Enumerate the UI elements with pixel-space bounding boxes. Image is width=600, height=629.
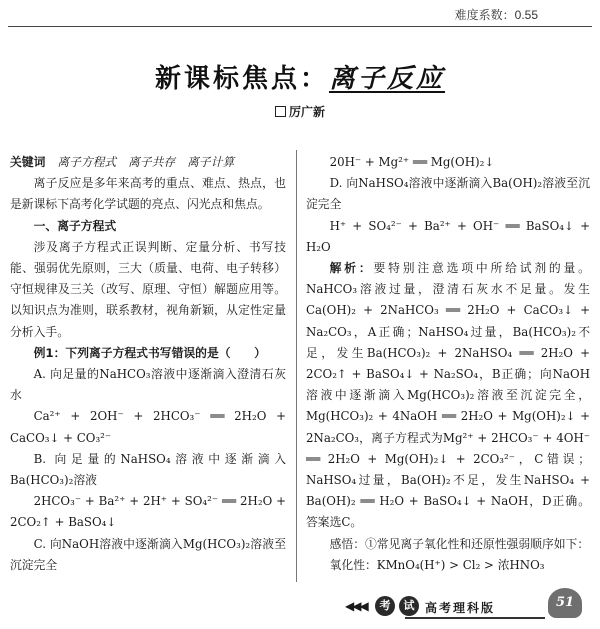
- option-a: A. 向足量的NaHCO₃溶液中逐渐滴入澄清石灰水: [10, 367, 286, 403]
- footer-bar: [345, 596, 545, 618]
- footer-underline: [405, 617, 545, 619]
- badge-shi: 试: [399, 596, 419, 616]
- equation-b: 2HCO₃⁻ + Ba²⁺ + 2H⁺ + SO₄²⁻ ══ 2H₂O + 2CO₂↑ + BaSO₄↓: [10, 494, 286, 530]
- column-divider: [296, 150, 297, 582]
- keywords-label: 关键词: [10, 155, 46, 169]
- left-column: [10, 152, 286, 576]
- difficulty-label: 难度系数：0.55: [454, 8, 538, 22]
- option-d: D. 向NaHSO₄溶液中逐渐滴入Ba(OH)₂溶液至沉淀完全: [306, 176, 590, 212]
- badge-kao: 考: [375, 596, 395, 616]
- insight-paragraph: 感悟：①常见离子氧化性和还原性强弱顺序如下：: [329, 536, 590, 551]
- page-number: 51: [548, 588, 582, 618]
- keywords-items: 离子方程式 离子共存 离子计算: [57, 155, 235, 169]
- right-column: [306, 152, 590, 576]
- keywords-line: [10, 152, 286, 173]
- oxidation-line: 氧化性：KMnO₄(H⁺) > Cl₂ > 浓HNO₃: [329, 557, 545, 572]
- option-b: B. 向足量的NaHSO₄溶液中逐渐滴入Ba(HCO₃)₂溶液: [10, 451, 286, 488]
- example-heading: 例1：下列离子方程式书写错误的是（ ）: [33, 345, 266, 360]
- arrow-left-icon: ◀◀◀: [345, 599, 367, 613]
- analysis-label: 解析：: [329, 261, 374, 276]
- equation-c: 20H⁻ + Mg²⁺ ══ Mg(OH)₂↓: [329, 155, 495, 169]
- intro-paragraph: 离子反应是多年来高考的重点、难点、热点，也是新课标下高考化学试题的亮点、闪光点和焦点。: [10, 176, 286, 212]
- page-title: [0, 58, 600, 95]
- title-sub: 离子反应: [329, 64, 446, 94]
- option-c: C. 向NaOH溶液中逐渐滴入Mg(HCO₃)₂溶液至沉淀完全: [10, 536, 286, 572]
- section-paragraph: 涉及离子方程式正误判断、定量分析、书写技能、强弱优先原则，三大（质量、电荷、电子转移）守恒规律及三关（改写、原理、守恒）解题应用等。以知识点为准则，联系教材，视角新颖，从定性定量分析入手。: [10, 239, 286, 339]
- top-rule: [8, 26, 592, 27]
- equation-a: Ca²⁺ + 2OH⁻ + 2HCO₃⁻ ══ 2H₂O + CaCO₃↓ + CO₃²⁻: [10, 409, 286, 445]
- author-box-icon: [275, 106, 286, 117]
- author-name: 厉广新: [288, 105, 325, 119]
- author-line: [0, 103, 600, 120]
- section-heading: 一、离子方程式: [33, 218, 117, 233]
- analysis-paragraph: [306, 258, 590, 534]
- title-main: 新课标焦点：: [154, 64, 329, 94]
- analysis-text: 要特别注意选项中所给试剂的量。NaHCO₃溶液过量，澄清石灰水不足量。发生Ca(OH)₂ + 2NaHCO₃ ══ 2H₂O + CaCO₃↓ + Na₂CO₃，A正确；NaHSO₄过量，Ba(HCO₃)₂不足，发生Ba(HCO₃)₂ + 2NaHSO₄ ══ 2H₂O + 2CO₂↑ + BaSO₄↓ + Na₂SO₄，B正确；向NaOH溶液中逐渐滴入Mg(HCO₃)₂溶液至沉淀完全，Mg(HCO₃)₂ + 4NaOH ══ 2H₂O + Mg(OH)₂↓ + 2Na₂CO₃，离子方程式为Mg²⁺ + 2HCO₃⁻ + 4OH⁻ ══ 2H₂O + Mg(OH)₂↓ + 2CO₃²⁻，C错误；NaHSO₄过量，Ba(OH)₂不足，发生NaHSO₄ + Ba(OH)₂ ══ H₂O + BaSO₄↓ + NaOH，D正确。答案选C。: [306, 261, 590, 530]
- equation-d: H⁺ + SO₄²⁻ + Ba²⁺ + OH⁻ ══ BaSO₄↓ + H₂O: [306, 218, 590, 254]
- magazine-name: 高考理科版: [425, 601, 496, 615]
